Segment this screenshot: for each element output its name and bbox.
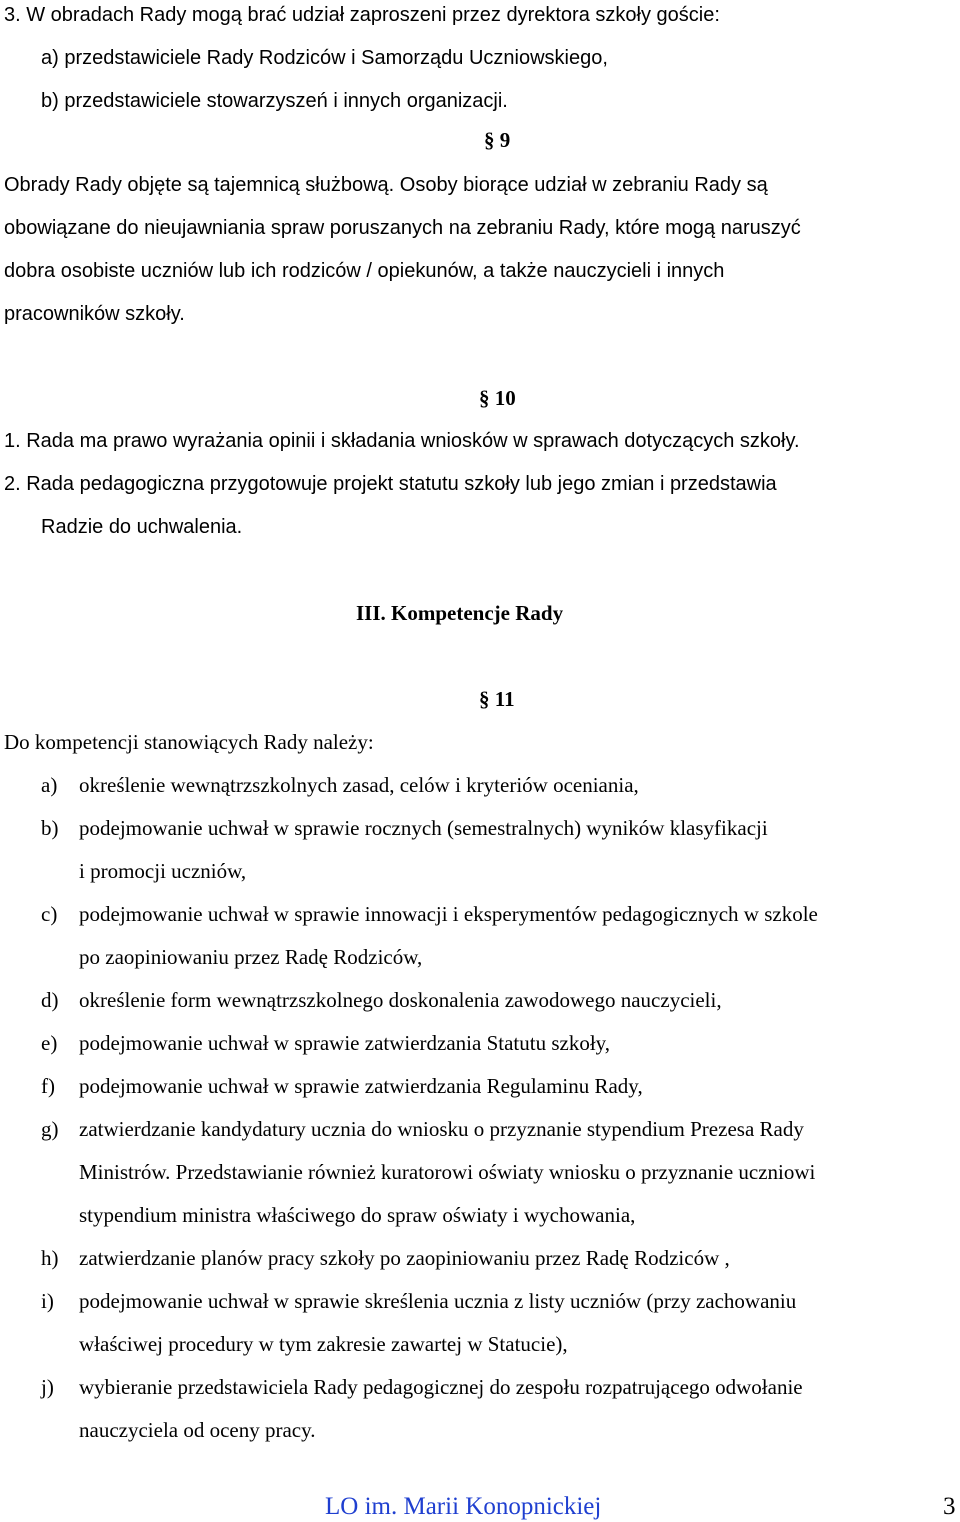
section-10-heading: § 10 — [479, 386, 516, 410]
list-marker-j: j) — [41, 1375, 54, 1399]
section-9-line: Obrady Rady objęte są tajemnicą służbową. Osoby biorące udział w zebraniu Rady są — [4, 174, 768, 196]
list-marker-a: a) — [41, 773, 58, 797]
list-item-i-line: właściwej procedury w tym zakresie zawartej w Statucie), — [79, 1332, 568, 1356]
section-10-item-2: 2. Rada pedagogiczna przygotowuje projekt statutu szkoły lub jego zmian i przedstawia — [4, 473, 777, 495]
section-9-line: dobra osobiste uczniów lub ich rodziców / opiekunów, a także nauczycieli i innych — [4, 260, 725, 282]
section-9-line: pracowników szkoły. — [4, 303, 185, 325]
section-9-heading: § 9 — [484, 128, 511, 152]
list-item-a-line: określenie wewnątrzszkolnych zasad, celów i kryteriów oceniania, — [79, 773, 639, 797]
section-10-item-2-cont: Radzie do uchwalenia. — [41, 516, 243, 538]
list-item-b-line: i promocji uczniów, — [79, 859, 247, 883]
point-3-item-b: b) przedstawiciele stowarzyszeń i innych organizacji. — [41, 90, 508, 112]
list-item-h-line: zatwierdzanie planów pracy szkoły po zaopiniowaniu przez Radę Rodziców , — [79, 1246, 730, 1270]
list-marker-c: c) — [41, 902, 58, 926]
list-item-d-line: określenie form wewnątrzszkolnego doskonalenia zawodowego nauczycieli, — [79, 988, 722, 1012]
section-11-heading: § 11 — [479, 687, 515, 711]
section-11-intro: Do kompetencji stanowiących Rady należy: — [4, 730, 374, 754]
list-marker-d: d) — [41, 988, 59, 1012]
list-marker-f: f) — [41, 1074, 55, 1098]
list-marker-i: i) — [41, 1289, 54, 1313]
list-item-j-line: nauczyciela od oceny pracy. — [79, 1418, 316, 1442]
list-marker-g: g) — [41, 1117, 59, 1141]
section-9-line: obowiązane do nieujawniania spraw poruszanych na zebraniu Rady, które mogą naruszyć — [4, 217, 801, 239]
list-item-j-line: wybieranie przedstawiciela Rady pedagogicznej do zespołu rozpatrującego odwołanie — [79, 1375, 803, 1399]
list-item-e-line: podejmowanie uchwał w sprawie zatwierdzania Statutu szkoły, — [79, 1031, 611, 1055]
list-item-f-line: podejmowanie uchwał w sprawie zatwierdzania Regulaminu Rady, — [79, 1074, 643, 1098]
list-item-g-line: Ministrów. Przedstawianie również kuratorowi oświaty wniosku o przyznanie uczniowi — [79, 1160, 816, 1184]
point-3: 3. W obradach Rady mogą brać udział zaproszeni przez dyrektora szkoły goście: — [4, 4, 720, 26]
list-item-b-line: podejmowanie uchwał w sprawie rocznych (semestralnych) wyników klasyfikacji — [79, 816, 768, 840]
chapter-heading: III. Kompetencje Rady — [356, 601, 564, 625]
list-item-c-line: podejmowanie uchwał w sprawie innowacji i eksperymentów pedagogicznych w szkole — [79, 902, 818, 926]
footer-page-number: 3 — [943, 1493, 956, 1520]
footer-school-name: LO im. Marii Konopnickiej — [325, 1493, 602, 1520]
list-marker-h: h) — [41, 1246, 59, 1270]
list-marker-e: e) — [41, 1031, 58, 1055]
list-marker-b: b) — [41, 816, 59, 840]
list-item-g-line: stypendium ministra właściwego do spraw oświaty i wychowania, — [79, 1203, 636, 1227]
list-item-c-line: po zaopiniowaniu przez Radę Rodziców, — [79, 945, 423, 969]
point-3-item-a: a) przedstawiciele Rady Rodziców i Samorządu Uczniowskiego, — [41, 47, 608, 69]
list-item-g-line: zatwierdzanie kandydatury ucznia do wniosku o przyznanie stypendium Prezesa Rady — [79, 1117, 804, 1141]
list-item-i-line: podejmowanie uchwał w sprawie skreślenia ucznia z listy uczniów (przy zachowaniu — [79, 1289, 797, 1313]
section-10-item-1: 1. Rada ma prawo wyrażania opinii i składania wniosków w sprawach dotyczących szkoły. — [4, 430, 800, 452]
